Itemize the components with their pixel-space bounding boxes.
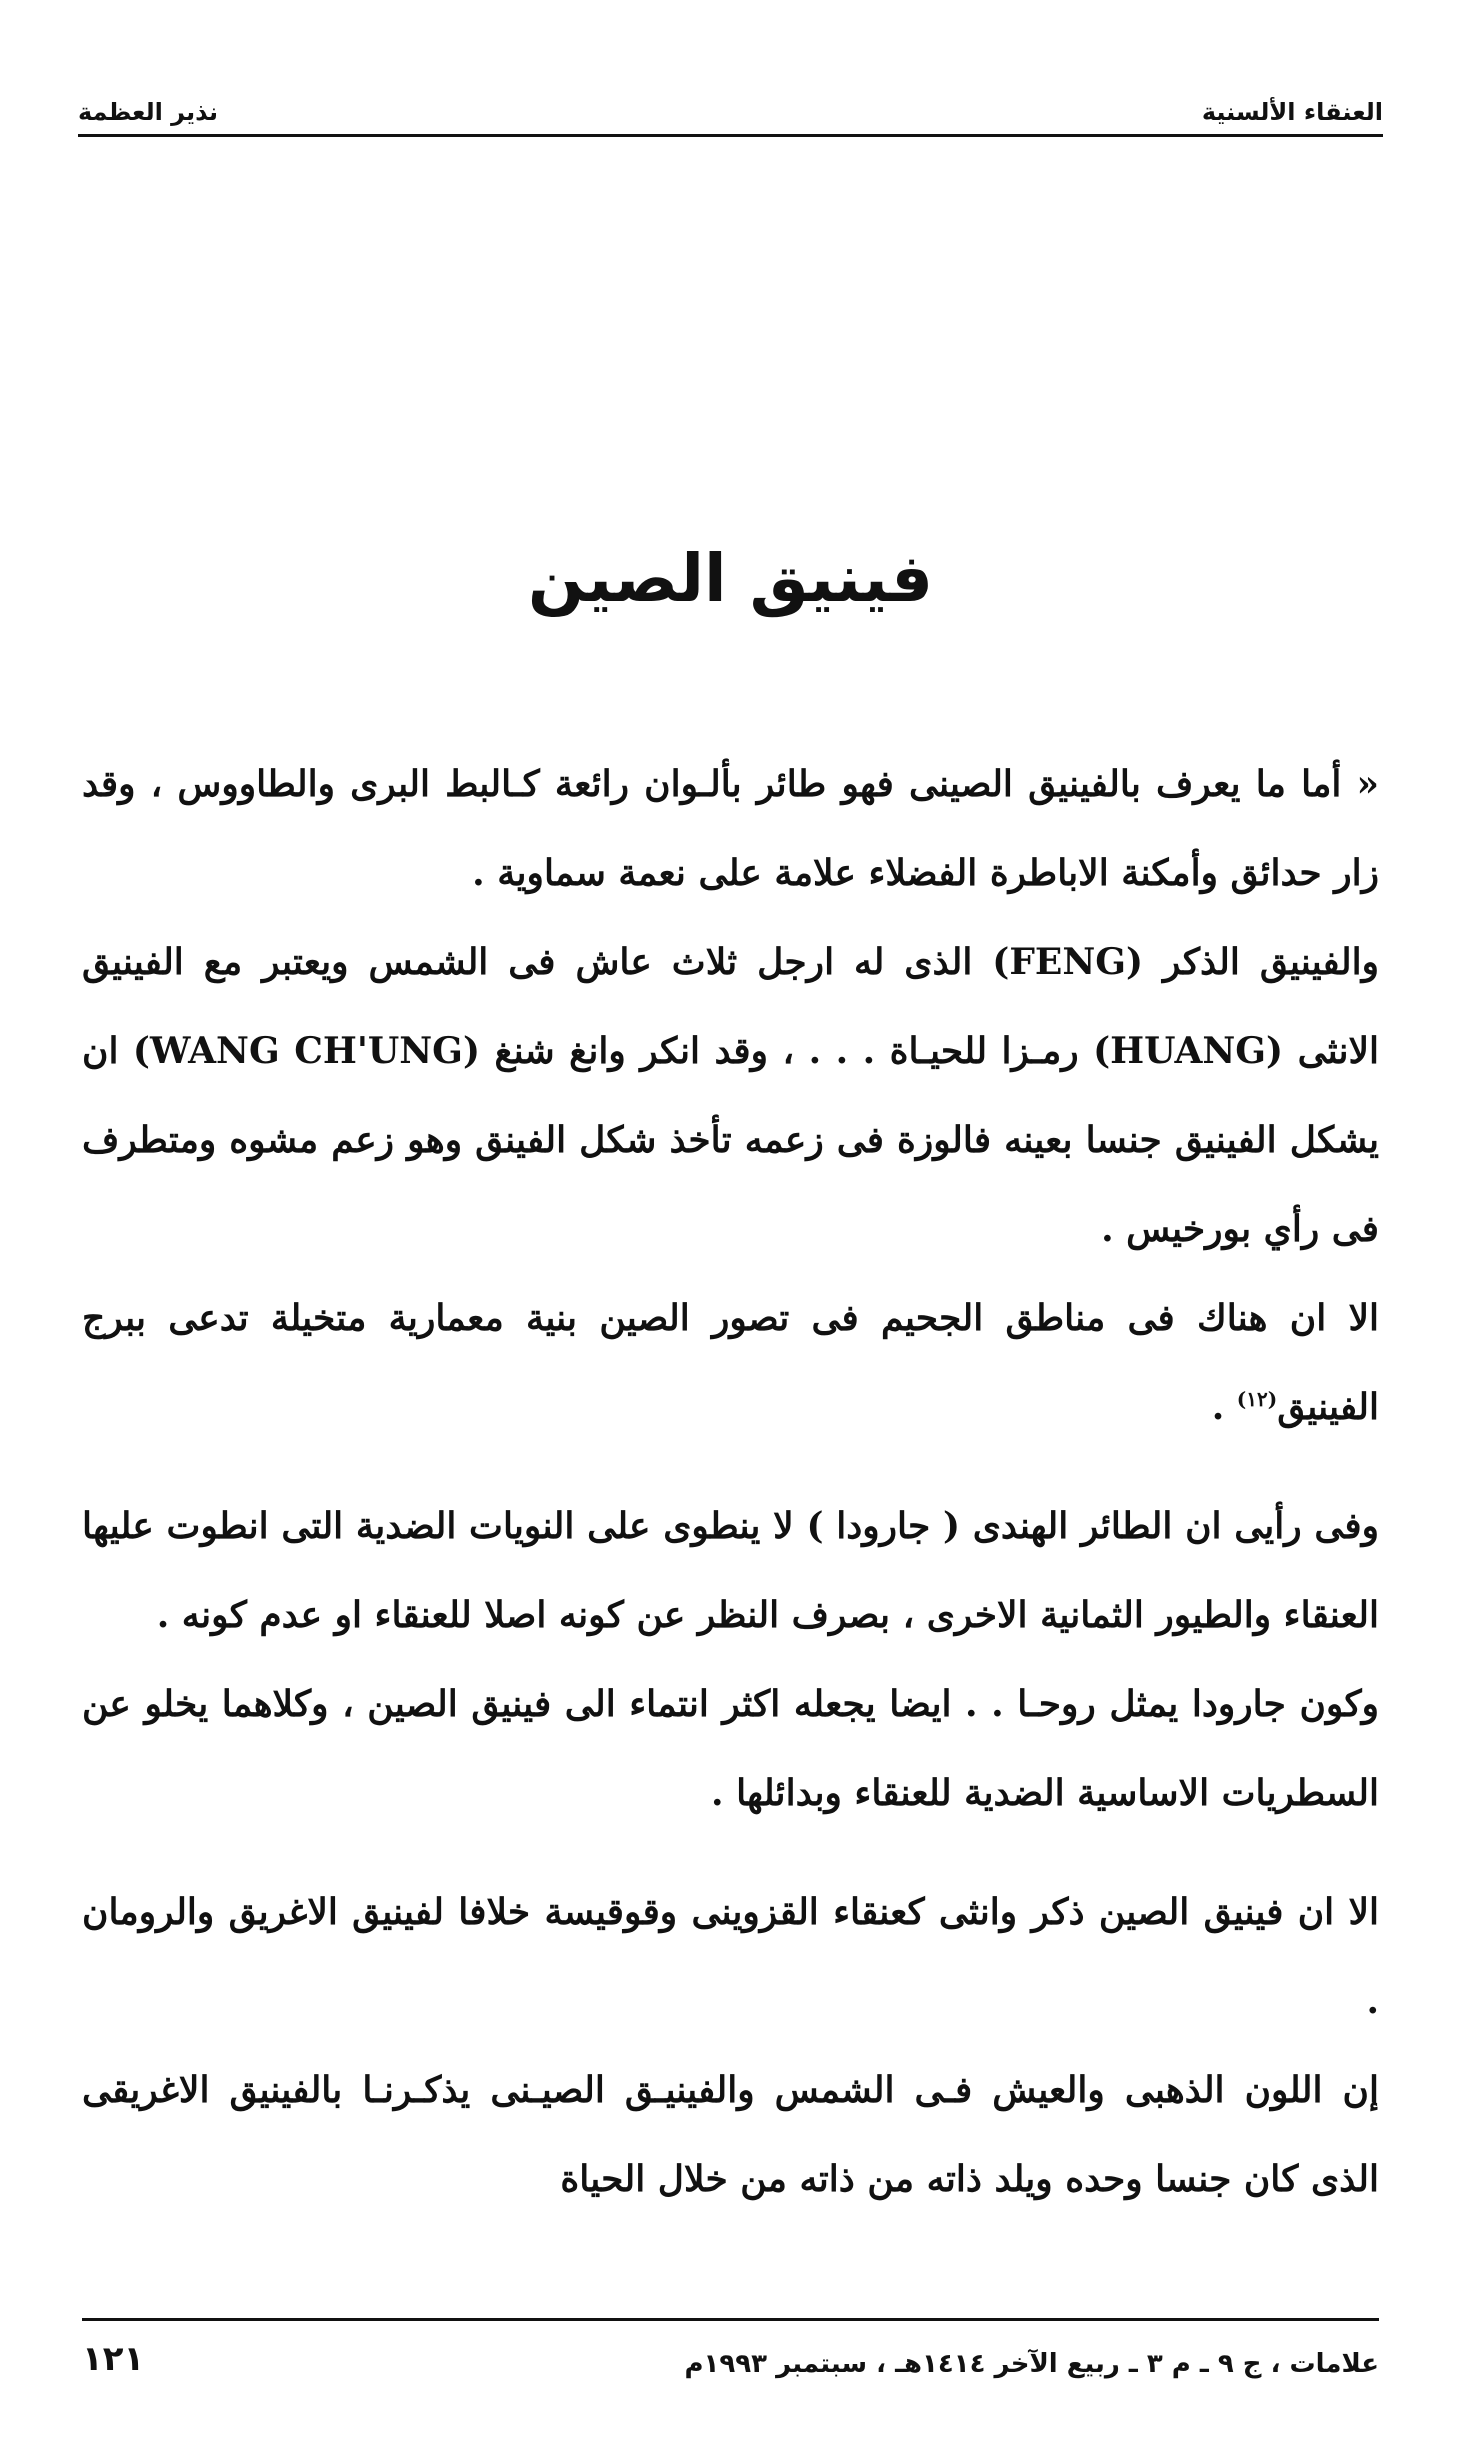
paragraph: والفينيق الذكر (FENG) الذى له ارجل ثلاث عاش فى الشمس ويعتبر مع الفينيق الانثى (HUANG) رمـزا للحيـاة . . . ، وقد انكر وانغ شنغ (WANG CH'UNG) ان يشكل الفينيق جنسا بعينه فالوزة فى زعمه تأخذ شكل الفينق وهو زعم مشوه ومتطرف فى رأي بورخيس . <box>82 941 1379 1250</box>
body-text <box>82 740 1379 2224</box>
paragraph: وكون جارودا يمثل روحـا . . ايضا يجعله اكثر انتماء الى فينيق الصين ، وكلاهما يخلو عن السطريات الاساسية الضدية للعنقاء وبدائلها . <box>82 1683 1379 1814</box>
paragraph-text: الا ان هناك فى مناطق الجحيم فى تصور الصين بنية معمارية متخيلة تدعى ببرج الفينيق <box>82 1297 1379 1428</box>
paragraph: وفى رأيى ان الطائر الهندى ( جارودا ) لا ينطوى على النويات الضدية التى انطوت عليها العنقاء والطيور الثمانية الاخرى ، بصرف النظر عن كونه اصلا للعنقاء او عدم كونه . <box>82 1505 1379 1636</box>
chapter-title: فينيق الصين <box>527 540 934 617</box>
running-footer <box>82 2318 1379 2379</box>
paragraph-end: . <box>1211 1386 1237 1428</box>
footer-citation: علامات ، ج ٩ ـ م ٣ ـ ربيع الآخر ١٤١٤هـ ، سبتمبر ١٩٩٣م <box>684 2349 1379 2379</box>
paragraph: إن اللون الذهبى والعيش فـى الشمس والفينيـق الصيـنى يذكـرنـا بالفينيق الاغريقى الذى كان جنسا وحده ويلد ذاته من ذاته من خلال الحياة <box>82 2069 1379 2200</box>
running-header <box>78 70 1383 137</box>
footnote-reference: (١٢) <box>1236 1387 1278 1411</box>
paragraph <box>82 1274 1379 1452</box>
header-section-title: العنقاء الألسنية <box>1201 98 1383 126</box>
page-number: ١٢١ <box>82 2339 145 2379</box>
paragraph: الا ان فينيق الصين ذكر وانثى كعنقاء القزوينى وقوقيسة خلافا لفينيق الاغريق والرومان . <box>82 1891 1379 2022</box>
paragraph: « أما ما يعرف بالفينيق الصينى فهو طائر بألـوان رائعة كـالبط البرى والطاووس ، وقد زار حدائق وأمكنة الاباطرة الفضلاء علامة على نعمة سماوية . <box>82 763 1379 894</box>
header-author: نذير العظمة <box>78 98 218 126</box>
